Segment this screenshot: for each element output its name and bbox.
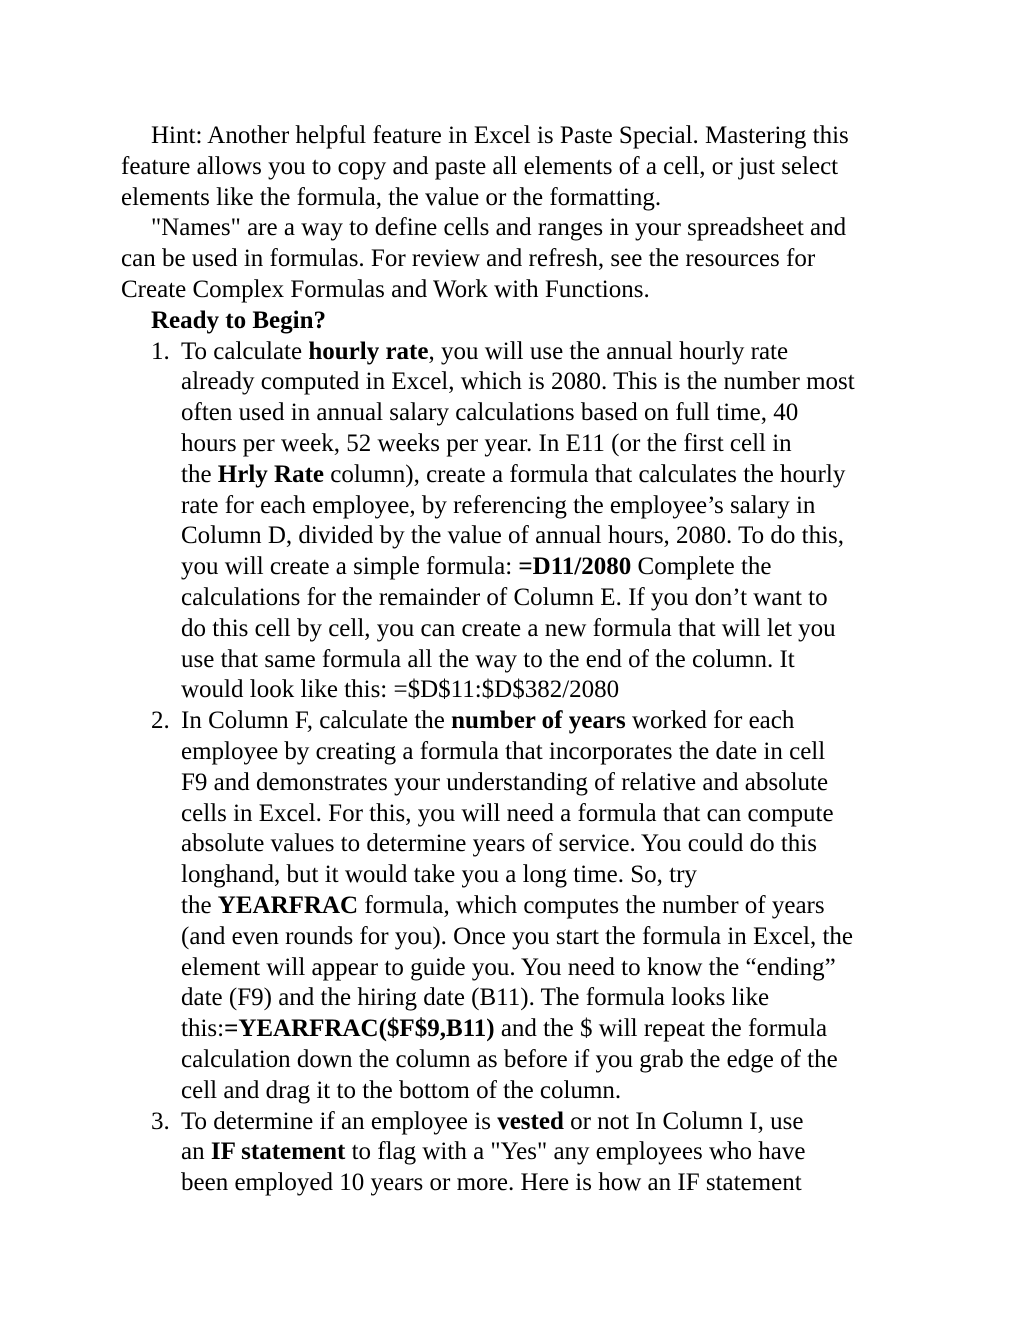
step-text: hours per week, 52 weeks per year. In E11 (or the first cell in <box>181 429 792 457</box>
step-text: an <box>181 1138 211 1166</box>
step-text: would look like this: =$D$11:$D$382/2080 <box>181 676 620 704</box>
step-text: (and even rounds for you). Once you start the formula in Excel, the <box>181 922 854 950</box>
bold-term: vested <box>497 1107 564 1135</box>
step-text: worked for each <box>625 707 795 735</box>
step-text: cells in Excel. For this, you will need a formula that can compute <box>181 799 834 827</box>
step-text: you will create a simple formula: <box>181 553 519 581</box>
step-text: been employed 10 years or more. Here is how an IF statement <box>181 1169 802 1197</box>
names-line: Create Complex Formulas and Work with Functions. <box>121 275 650 303</box>
bold-term: number of years <box>451 707 626 735</box>
step-text: to flag with a "Yes" any employees who have <box>345 1138 806 1166</box>
step-text: already computed in Excel, which is 2080. This is the number most <box>181 368 855 396</box>
bold-term: =D11/2080 <box>518 553 632 581</box>
step-number: 2. <box>151 707 170 735</box>
step-text: rate for each employee, by referencing the employee’s salary in <box>181 491 816 519</box>
step-item <box>121 1107 911 1199</box>
step-text: and the $ will repeat the formula <box>494 1015 828 1043</box>
bold-term: =YEARFRAC($F$9,B11) <box>224 1015 495 1043</box>
step-text: employee by creating a formula that incorporates the date in cell <box>181 737 826 765</box>
step-text: Complete the <box>631 553 772 581</box>
step-number: 3. <box>151 1107 170 1135</box>
section-heading: Ready to Begin? <box>151 306 326 334</box>
hint-paragraph <box>121 121 911 213</box>
step-text: column), create a formula that calculates the hourly <box>324 460 846 488</box>
step-text: calculations for the remainder of Column E. If you don’t want to <box>181 583 828 611</box>
step-text: , you will use the annual hourly rate <box>428 337 789 365</box>
step-text: To determine if an employee is <box>181 1107 498 1135</box>
names-line: "Names" are a way to define cells and ranges in your spreadsheet and <box>151 214 847 242</box>
step-text: use that same formula all the way to the end of the column. It <box>181 645 795 673</box>
step-text: In Column F, calculate the <box>181 707 452 735</box>
step-text: element will appear to guide you. You need to know the “ending” <box>181 953 836 981</box>
hint-line: elements like the formula, the value or the formatting. <box>121 183 662 211</box>
names-paragraph <box>121 213 911 305</box>
hint-line: feature allows you to copy and paste all elements of a cell, or just select <box>121 152 839 180</box>
document-page <box>121 121 911 1199</box>
step-text: the <box>181 460 218 488</box>
step-number: 1. <box>151 337 170 365</box>
step-text: F9 and demonstrates your understanding of relative and absolute <box>181 768 829 796</box>
step-text: To calculate <box>181 337 309 365</box>
bold-term: Hrly Rate <box>217 460 325 488</box>
bold-term: hourly rate <box>308 337 429 365</box>
bold-term: IF statement <box>210 1138 346 1166</box>
step-text: date (F9) and the hiring date (B11). The formula looks like <box>181 984 770 1012</box>
bold-term: YEARFRAC <box>217 891 359 919</box>
step-text: often used in annual salary calculations based on full time, 40 <box>181 399 799 427</box>
step-text: Column D, divided by the value of annual hours, 2080. To do this, <box>181 522 845 550</box>
step-text: do this cell by cell, you can create a new formula that will let you <box>181 614 836 642</box>
step-item <box>121 337 911 707</box>
step-text: longhand, but it would take you a long time. So, try <box>181 861 697 889</box>
steps-list <box>121 337 911 1199</box>
step-text: absolute values to determine years of service. You could do this <box>181 830 817 858</box>
step-text: cell and drag it to the bottom of the column. <box>181 1076 622 1104</box>
names-line: can be used in formulas. For review and refresh, see the resources for <box>121 245 816 273</box>
step-text: this: <box>181 1015 225 1043</box>
step-text: formula, which computes the number of years <box>358 891 825 919</box>
step-text: calculation down the column as before if you grab the edge of the <box>181 1045 838 1073</box>
step-item <box>121 706 911 1106</box>
hint-line: Hint: Another helpful feature in Excel is Paste Special. Mastering this <box>151 122 849 149</box>
step-text: or not In Column I, use <box>563 1107 804 1135</box>
step-text: the <box>181 891 218 919</box>
